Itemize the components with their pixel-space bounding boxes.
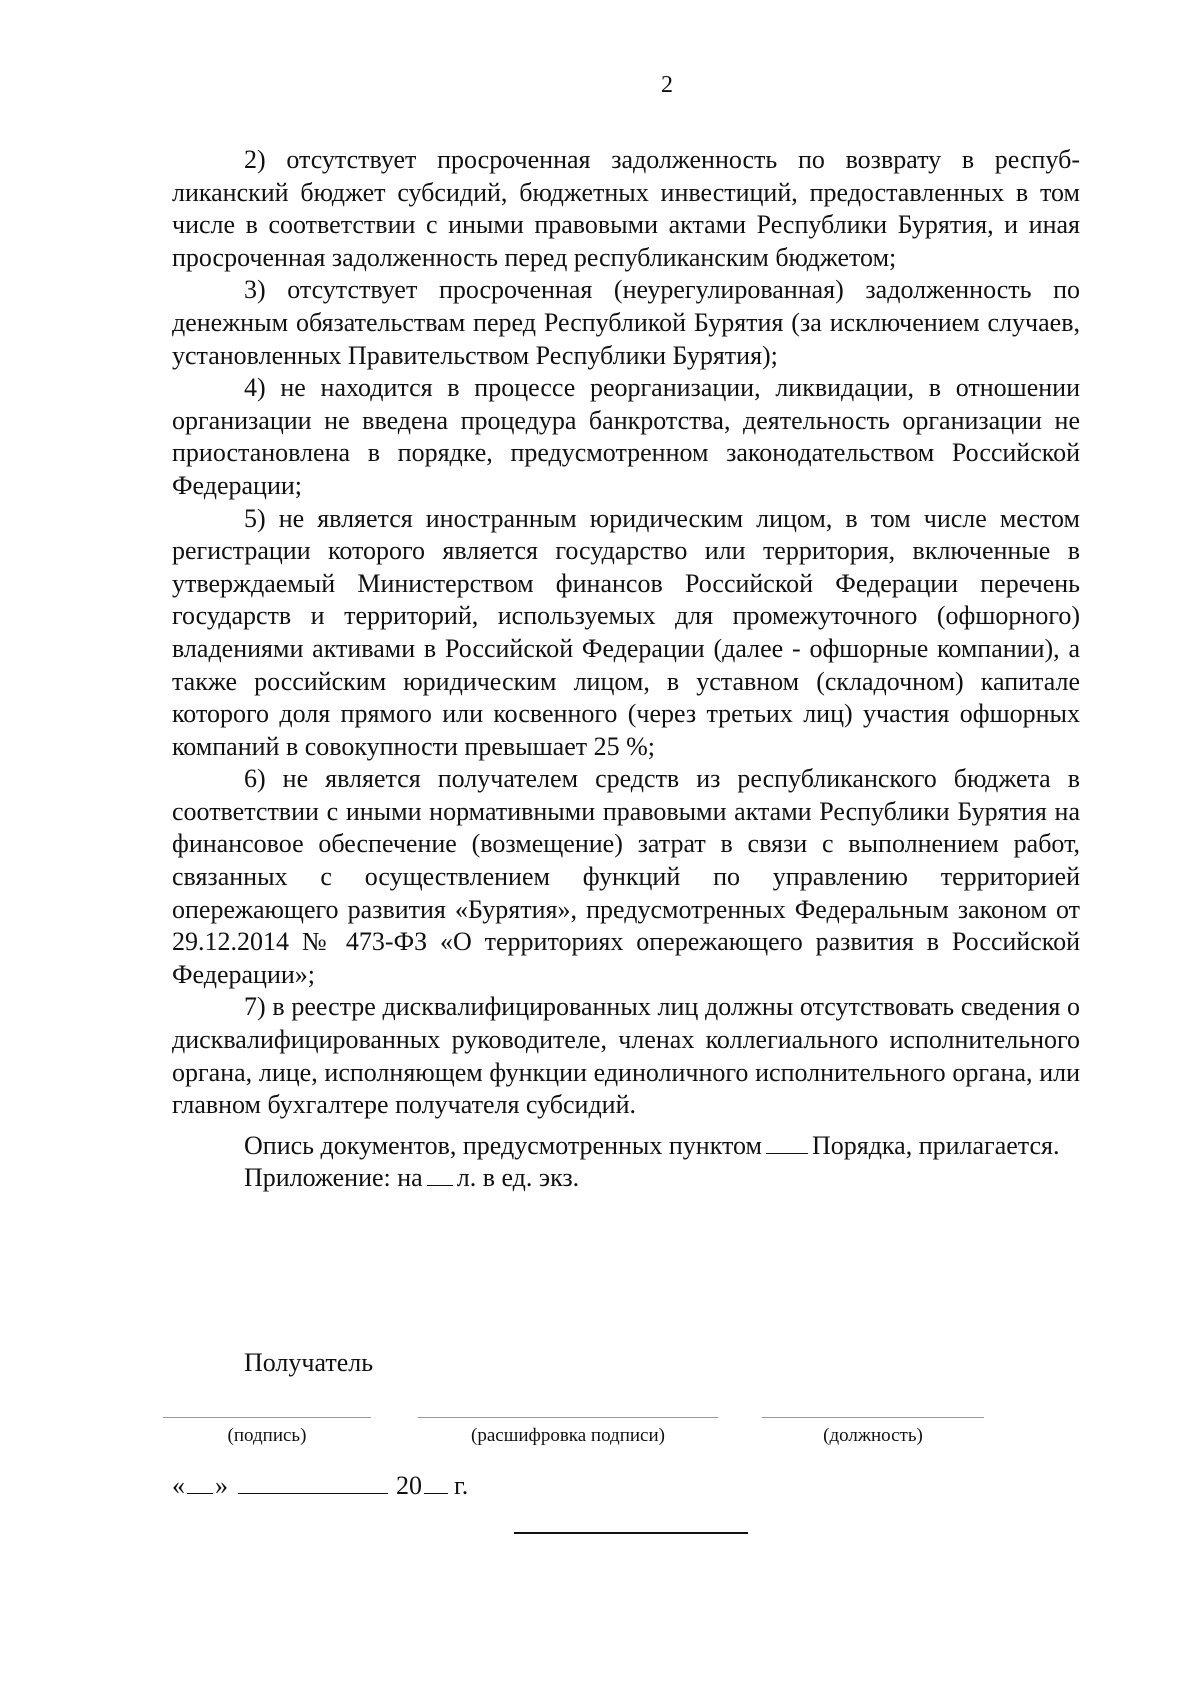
inventory-paragraph [172,1130,1080,1163]
date-open-quote: « [172,1471,185,1500]
paragraph-item-2: 2) отсутствует просроченная задолженность по возврату в республиканский бюджет субсидий, бюджетных инвестиций, предоставленных в том числе в соответствии с иными правовыми актами Республики Бурятия, и иная просроченная задолженность перед республиканским бюджетом; [172,145,1080,272]
date-close-quote: » [215,1471,228,1500]
page-count-blank[interactable] [427,1163,453,1186]
date-year-blank[interactable] [424,1471,448,1494]
date-month-blank[interactable] [238,1471,388,1494]
page-number: 2 [661,72,673,98]
signature-caption: (подпись) [227,1425,307,1446]
signature-decryption-line[interactable] [418,1417,718,1418]
document-end-line [514,1532,748,1534]
paragraph-item-6: 6) не является получателем средств из республиканского бюджета в соответствии с иными нормативными правовыми актами Республики Бурятия на финансовое обеспечение (возмещение) затрат в связи с выполнением работ, связанных с осуществлением функций по управлению территорией опережающего развития «Бурятия», предусмотренных Федеральным законом от 29.12.2014 № 473-ФЗ «О территориях опережающего развития в Российской Федерации»; [172,764,1080,989]
date-day-blank[interactable] [187,1471,213,1494]
date-row [172,1470,468,1502]
date-year-prefix: 20 [396,1471,422,1500]
position-caption: (должность) [823,1425,923,1446]
position-line[interactable] [762,1417,984,1418]
signature-line[interactable] [163,1417,371,1418]
attachment-text-before: Приложение: на [244,1163,423,1193]
signature-decryption-caption: (расшифровка подписи) [471,1425,665,1446]
document-body [172,144,1080,1195]
attachment-paragraph [172,1162,1080,1195]
paragraph-item-3: 3) отсутствует просроченная (неурегулированная) задолженность по денежным обязательствам перед Республикой Бурятия (за исключением случаев, установленных Правительством Республики Бурятия); [172,275,1080,370]
paragraph-item-4: 4) не находится в процессе реорганизации, ликвидации, в отношении организации не введена процедура банкротства, деятельность организации не приостановлена в порядке, предусмотренном законодательством Российской Федерации; [172,373,1080,500]
inventory-text-before: Опись документов, предусмотренных пунктом [244,1130,762,1160]
attachment-text-after: л. в ед. экз. [456,1163,580,1193]
paragraph-item-7: 7) в реестре дисквалифицированных лиц должны отсутствовать сведения о дисквалифицированных руководителе, членах коллегиального исполнительного органа, лице, исполняющем функции единоличного исполнительного органа, или главном бухгалтере получателя субсидий. [172,992,1080,1120]
paragraph-item-5: 5) не является иностранным юридическим лицом, в том числе местом регистрации которого является государство или территория, включенные в утверждаемый Министерством финансов Российской Федерации перечень государств и территорий, используемых для промежуточного (офшорного) владениями активами в Российской Федерации (далее - офшорные компании), а также российским юридическим лицом, в уставном (складочном) капитале которого доля прямого или косвенного (через третьих лиц) участия офшорных компаний в совокупности превышает 25 %; [172,503,1080,761]
item-number-blank[interactable] [766,1131,808,1154]
date-year-suffix: г. [454,1471,469,1500]
recipient-label: Получатель [244,1348,374,1377]
inventory-text-after: Порядка, прилагается. [811,1130,1060,1160]
